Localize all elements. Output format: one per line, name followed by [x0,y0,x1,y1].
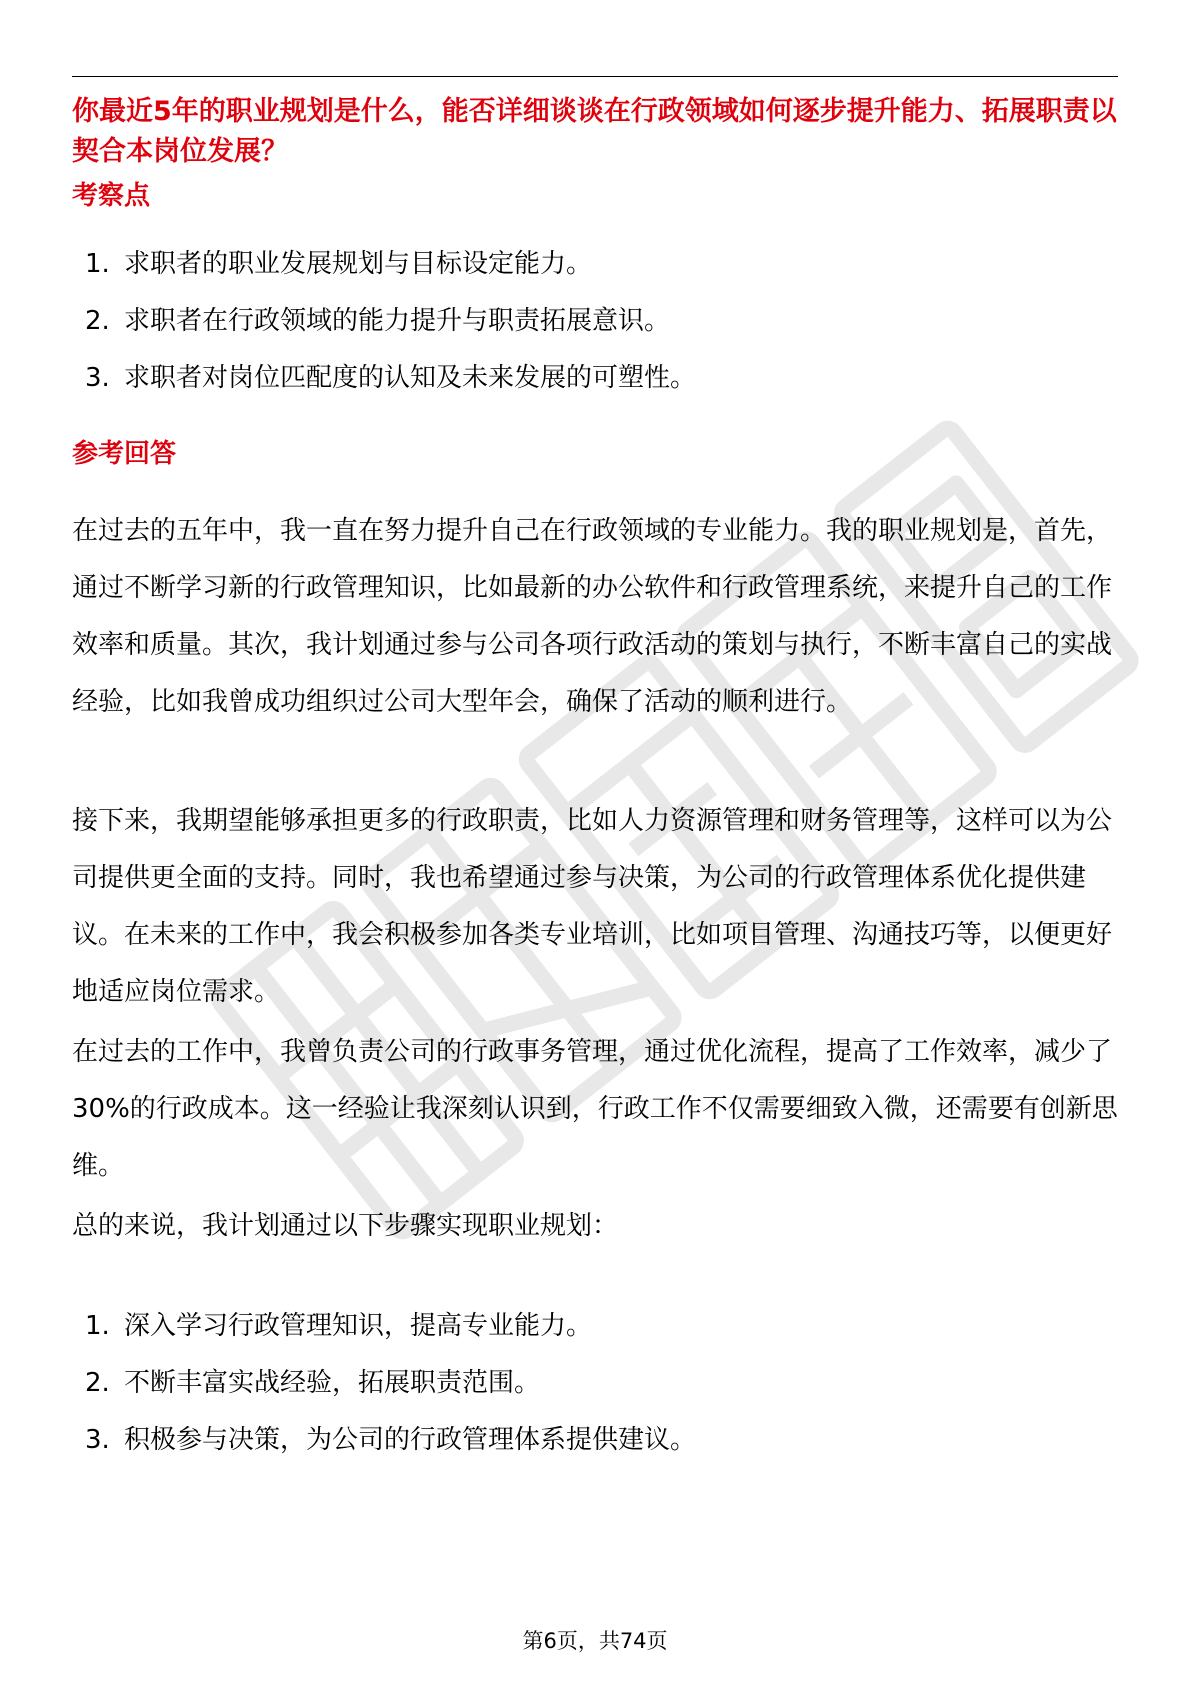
list-item [72,246,1118,282]
list-item-number: 2. [85,1368,110,1398]
answer-paragraph-2: 接下来，我期望能够承担更多的行政职责，比如人力资源管理和财务管理等，这样可以为公司提供更全面的支持。同时，我也希望通过参与决策，为公司的行政管理体系优化提供建议。在未来的工作中，我会积极参加各类专业培训，比如项目管理、沟通技巧等，以便更好地适应岗位需求。 [72,806,1113,1007]
answer-paragraph-4: 总的来说，我计划通过以下步骤实现职业规划： [72,1211,619,1241]
list-item [72,360,1118,396]
list-item [72,303,1118,339]
list-item-text: 求职者的职业发展规划与目标设定能力。 [124,249,593,279]
list-item-text: 深入学习行政管理知识，提高专业能力。 [124,1311,593,1341]
list-item [72,1365,1118,1401]
list-item-number: 1. [85,1311,110,1341]
list-item [72,1422,1118,1458]
answer-paragraph-1: 在过去的五年中，我一直在努力提升自己在行政领域的专业能力。我的职业规划是，首先，通过不断学习新的行政管理知识，比如最新的办公软件和行政管理系统，来提升自己的工作效率和质量。其次，我计划通过参与公司各项行政活动的策划与执行，不断丰富自己的实战经验，比如我曾成功组织过公司大型年会，确保了活动的顺利进行。 [72,516,1113,717]
key-points-list [72,246,1118,417]
list-item-number: 3. [85,1425,110,1455]
list-item-number: 3. [85,363,110,393]
question-title: 你最近5年的职业规划是什么，能否详细谈谈在行政领域如何逐步提升能力、拓展职责以契合本岗位发展？ [72,96,1117,167]
answer-heading: 参考回答 [72,439,177,469]
answer-paragraph-3: 在过去的工作中，我曾负责公司的行政事务管理，通过优化流程，提高了工作效率，减少了30%的行政成本。这一经验让我深刻认识到，行政工作不仅需要细致入微，还需要有创新思维。 [72,1037,1118,1181]
list-item-text: 积极参与决策，为公司的行政管理体系提供建议。 [124,1425,697,1455]
top-divider [72,76,1118,77]
list-item-text: 求职者在行政领域的能力提升与职责拓展意识。 [124,306,671,336]
list-item-text: 不断丰富实战经验，拓展职责范围。 [124,1368,541,1398]
steps-list [72,1308,1118,1479]
list-item-number: 1. [85,249,110,279]
list-item [72,1308,1118,1344]
key-points-heading: 考察点 [72,181,151,211]
list-item-text: 求职者对岗位匹配度的认知及未来发展的可塑性。 [124,363,697,393]
page-number: 第6页，共74页 [522,1629,668,1653]
list-item-number: 2. [85,306,110,336]
